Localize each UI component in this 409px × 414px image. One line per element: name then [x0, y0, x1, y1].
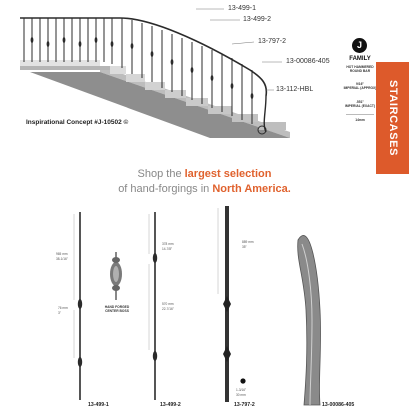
part-number-13-00086-405: 13-00086-405	[322, 402, 355, 408]
stair-steps	[20, 60, 290, 138]
p2-dim-low-inches: 22-7/16"	[162, 307, 174, 311]
callout-13-499-1: 13-499-1	[228, 5, 257, 12]
p3-dim-top-inches: 35"	[242, 245, 247, 249]
baluster-13-499-2	[149, 212, 157, 400]
spec-bar-type: HOT HAMMERED ROUND BAR	[346, 65, 374, 73]
baluster-13-797-2	[218, 206, 246, 402]
p3-bar-size: 1-3/16"	[236, 388, 247, 392]
callout-13-499-2: 13-499-2	[243, 16, 272, 23]
spec-imperial-exact-label: IMPERIAL (EXACT)	[345, 104, 375, 108]
p2-dim-top: 378 mm	[162, 242, 174, 246]
p3-dim-top: 889 mm	[242, 240, 254, 244]
family-label: FAMILY	[349, 56, 371, 62]
center-boss-label: HAND FORGED CENTER BOSS	[104, 305, 130, 314]
p1-dim-low-inches: 3"	[58, 311, 61, 315]
newel-13-00086-405	[298, 235, 321, 405]
staircases-tab[interactable]	[376, 62, 409, 174]
part-number-13-797-2: 13-797-2	[234, 402, 255, 408]
headline-text-1: Shop the	[137, 168, 185, 180]
spec-imperial-exact-size: .551"	[356, 100, 364, 104]
part-number-13-499-2: 13-499-2	[160, 402, 181, 408]
spec-imperial-approx-size: 9/16"	[356, 82, 364, 86]
p1-dim-top-inches: 38-1/16"	[56, 257, 68, 261]
concept-caption: Inspirational Concept #J-10502 ©	[26, 119, 129, 126]
p3-bar-size-mm: 30 mm	[236, 393, 246, 397]
callout-13-00086-405: 13-00086-405	[286, 58, 330, 65]
p1-dim-top: 965 mm	[56, 252, 68, 256]
p2-dim-low: 570 mm	[162, 302, 174, 306]
family-badge: J	[352, 38, 367, 53]
callout-13-797-2: 13-797-2	[258, 38, 287, 45]
staircase-illustration	[0, 0, 409, 150]
p2-dim-top-inches: 14-7/8"	[162, 247, 173, 251]
center-boss-ornament	[110, 252, 122, 300]
headline-line-2	[0, 183, 409, 195]
headline-line-1	[0, 168, 409, 180]
baluster-13-499-1	[74, 212, 82, 400]
headline-text-2: of hand-forgings in	[118, 183, 213, 195]
spec-divider	[346, 114, 374, 115]
part-number-13-499-1: 13-499-1	[88, 402, 109, 408]
spec-imperial-approx-label: IMPERIAL (APPROX)	[343, 86, 377, 90]
p1-dim-low: 76 mm	[58, 306, 68, 310]
headline-highlight-2: North America.	[212, 183, 291, 195]
callout-13-112-hbl: 13-112-HBL	[276, 86, 314, 93]
staircases-tab-label: STAIRCASES	[386, 79, 399, 157]
spec-metric-size: 14mm	[355, 118, 365, 122]
headline-highlight-1: largest selection	[184, 168, 272, 180]
